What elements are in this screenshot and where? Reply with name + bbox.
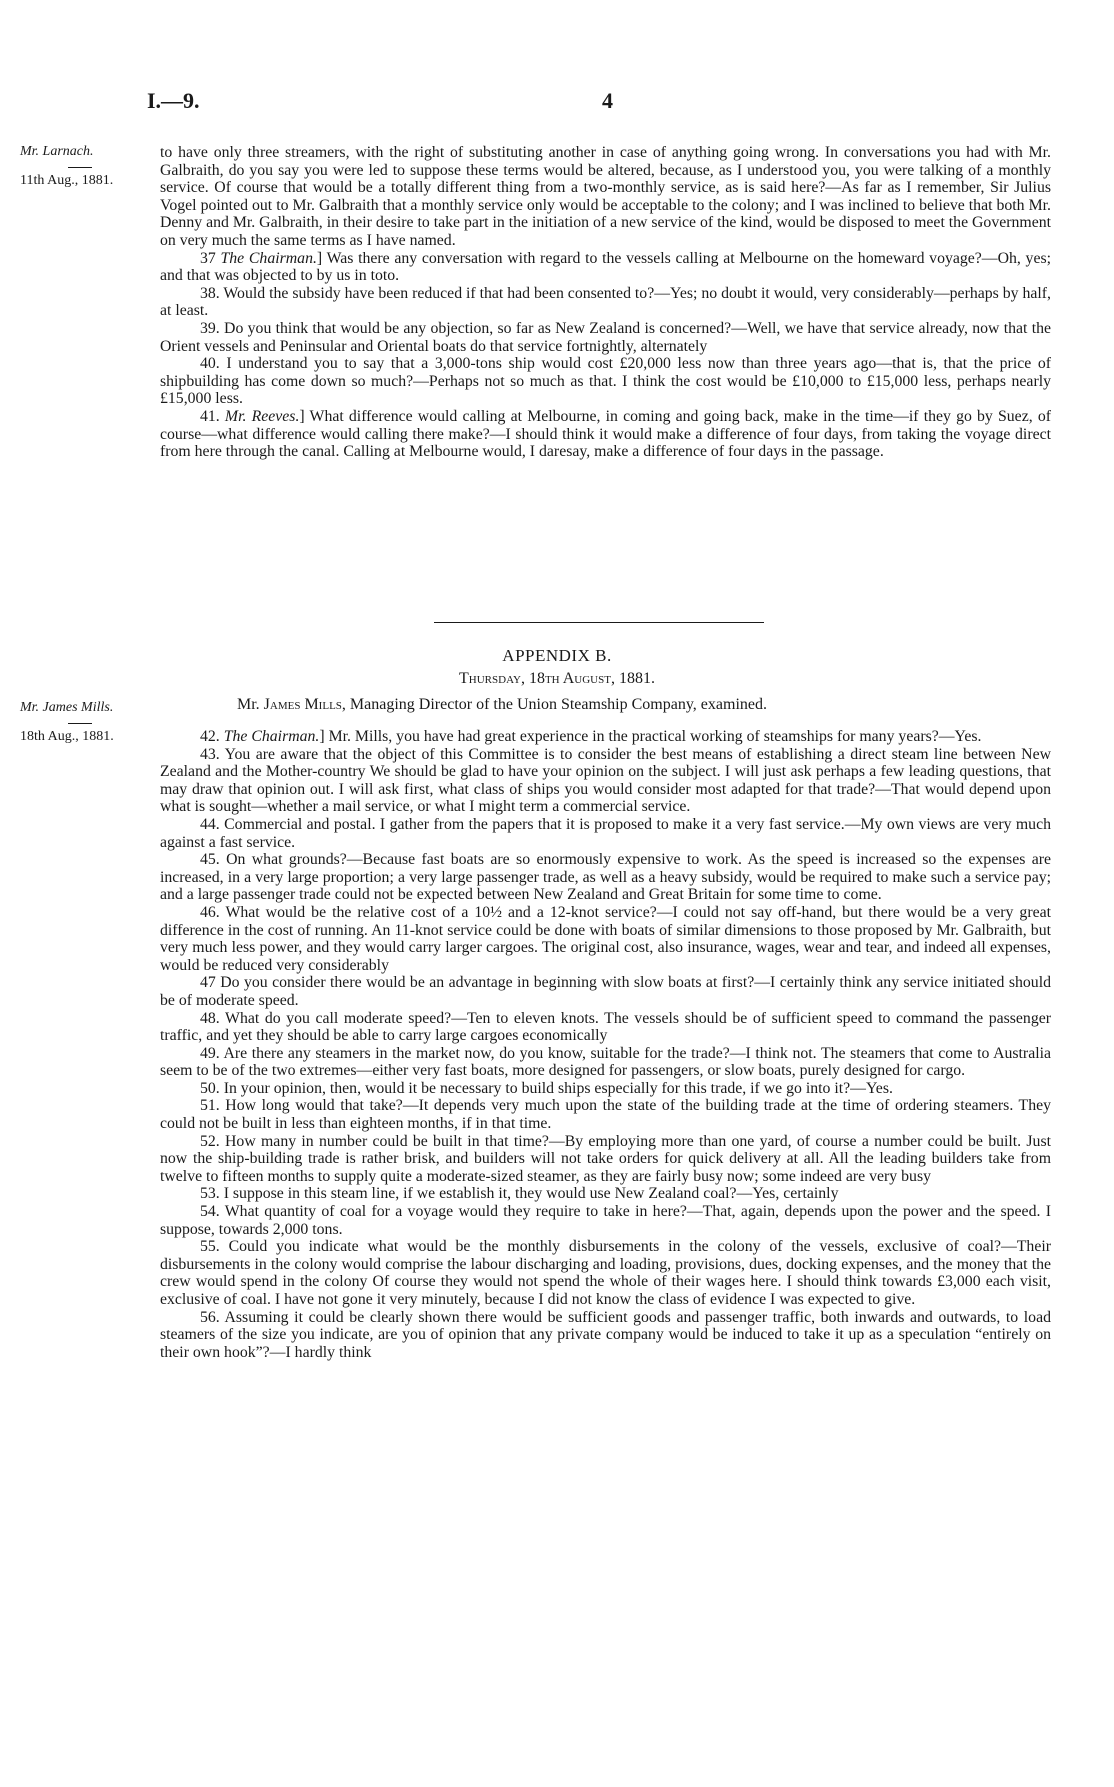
testimony-section-larnach	[160, 144, 1051, 461]
witness-line	[237, 696, 1037, 714]
speaker-name: The Chairman.	[220, 249, 317, 267]
appendix-title: APPENDIX B.	[502, 646, 612, 665]
margin-note-rule	[68, 167, 92, 168]
appendix-date: Thursday, 18th August, 1881.	[459, 670, 655, 687]
page-code: I.—9.	[147, 88, 200, 113]
witness-prefix: Mr.	[237, 696, 260, 713]
paragraph: 40. I understand you to say that a 3,000-tons ship would cost £20,000 less now than three years ago—that is, that the price of shipbuilding has come down so much?—Perhaps not so much as that. I think the cost would be £10,000 to £15,000 less, perhaps nearly £15,000 less.	[160, 355, 1051, 408]
paragraph: 44. Commercial and postal. I gather from the papers that it is proposed to make it a very fast service.—My own views are very much against a fast service.	[160, 815, 1051, 851]
paragraph: 43. You are aware that the object of this Committee is to consider the best means of establishing a direct steam line between New Zealand and the Mother-country We should be glad to have your opinion on the subject. I will just ask perhaps a few leading questions, that may draw that opinion out. I will ask first, what class of ships you would consider most adapted for that trade?—That would depend upon what is sought—whether a mail service, or what I might term a commercial service.	[160, 745, 1051, 816]
question-number: 42.	[200, 728, 220, 745]
paragraph	[160, 408, 1051, 461]
paragraph: 55. Could you indicate what would be the monthly disbursements in the colony of the vessels, exclusive of coal?—Their disbursements in the colony would comprise the labour discharging and loading, provisions, dues, docking expenses, and the money that the crew would spend in the colony Of course they would not spend the whole of their wages here. I should think towards £3,000 each visit, exclusive of coal. I have not gone it very minutely, because I did not know the class of evidence I was expected to give.	[160, 1238, 1051, 1308]
paragraph: 50. In your opinion, then, would it be necessary to build ships especially for this trade, if we go into it?—Yes.	[200, 1079, 893, 1097]
page-number: 4	[602, 88, 613, 113]
margin-note-larnach	[20, 141, 160, 192]
paragraph: 51. How long would that take?—It depends very much upon the state of the building trade at the time of ordering steamers. They could not be built in less than eighteen months, if in that time.	[160, 1097, 1051, 1133]
paragraph: 47 Do you consider there would be an advantage in beginning with slow boats at first?—I certainly think any service initiated should be of moderate speed.	[160, 974, 1051, 1009]
question-number: 41.	[200, 407, 220, 425]
paragraph	[160, 250, 1051, 285]
question-number: 37	[200, 249, 216, 267]
paragraph: 49. Are there any steamers in the market now, do you know, suitable for the trade?—I think not. The steamers that come to Australia seem to be of the two extremes—either very fast boats, more designed for passengers, or slow boats, purely designed for cargo.	[160, 1044, 1051, 1080]
testimony-section-mills	[160, 728, 1051, 1361]
paragraph: 48. What do you call moderate speed?—Ten to eleven knots. The vessels should be of sufficient speed to command the passenger traffic, and yet they should be able to carry large cargoes economically	[160, 1009, 1051, 1045]
section-divider	[434, 622, 764, 623]
margin-note-date: 18th Aug., 1881.	[20, 729, 114, 744]
speaker-name: Mr. Reeves.	[224, 407, 300, 425]
margin-note-rule	[68, 723, 92, 724]
paragraph: 39. Do you think that would be any objection, so far as New Zealand is concerned?—Well, we have that service already, now that the Orient vessels and Peninsular and Oriental boats do that service fortnightly, alternately	[160, 319, 1051, 355]
margin-note-name: Mr. Larnach.	[20, 144, 94, 159]
paragraph-text: ] Was there any conversation with regard to the vessels calling at Melbourne on the homeward voyage?—Oh, yes; and that was objected to by us in toto.	[160, 249, 1051, 285]
paragraph: 52. How many in number could be built in that time?—By employing more than one yard, of course a number could be built. Just now the ship-building trade is rather brisk, and builders will not take orders for quick delivery at all. All the leading builders take from twelve to fifteen months to supply quite a moderate-sized steamer, as they are fairly busy now; some indeed are very busy	[160, 1132, 1051, 1185]
paragraph: 54. What quantity of coal for a voyage would they require to take in here?—That, again, depends upon the power and the speed. I suppose, towards 2,000 tons.	[160, 1203, 1051, 1238]
witness-description: , Managing Director of the Union Steamship Company, examined.	[341, 696, 767, 713]
margin-note-mills	[20, 697, 160, 748]
paragraph-text: ] What difference would calling at Melbourne, in coming and going back, make in the time—if they go by Suez, of course—what difference would calling there make?—I should think it would make a difference of four days, from taking the voyage direct from here through the canal. Calling at Melbourne would, I daresay, make a difference of four days in the passage.	[160, 407, 1051, 461]
paragraph: 53. I suppose in this steam line, if we establish it, they would use New Zealand coal?—Yes, certainly	[200, 1185, 839, 1203]
paragraph: 38. Would the subsidy have been reduced if that had been consented to?—Yes; no doubt it would, very considerably—perhaps by half, at least.	[160, 284, 1051, 320]
margin-note-name: Mr. James Mills.	[20, 700, 114, 715]
witness-name: James Mills	[263, 696, 342, 713]
margin-note-date: 11th Aug., 1881.	[20, 173, 114, 188]
paragraph: to have only three streamers, with the right of substituting another in case of anything going wrong. In conversations you had with Mr. Galbraith, do you say you were led to suppose these terms would be altered, because, as I understood you, you were talking of a monthly service. Of course that would be a totally different thing from a two-monthly service, as is said here?—As far as I remember, Sir Julius Vogel pointed out to Mr. Galbraith that a monthly service only would be acceptable to the colony; and I was inclined to believe that both Mr. Denny and Mr. Galbraith, in their desire to take part in the initiation of a new service of the kind, would be disposed to meet the Government on very much the same terms as I have named.	[160, 144, 1051, 249]
speaker-name: The Chairman.	[223, 728, 320, 745]
paragraph: 45. On what grounds?—Because fast boats are so enormously expensive to work. As the speed is increased so the expenses are increased, in a very large proportion; a very large passenger trade, as well as a heavy subsidy, would be required to make such a service pay; and a large passenger trade could not be expected between New Zealand and Great Britain for some time to come.	[160, 851, 1051, 904]
paragraph-text: ] Mr. Mills, you have had great experience in the practical working of steamships for many years?—Yes.	[319, 728, 982, 745]
paragraph: 56. Assuming it could be clearly shown there would be sufficient goods and passenger traffic, both inwards and outwards, to load steamers of the size you indicate, are you of opinion that any private company would be induced to take it up as a speculation “entirely on their own hook”?—I hardly think	[160, 1308, 1051, 1361]
paragraph: 46. What would be the relative cost of a 10½ and a 12-knot service?—I could not say off-hand, but there would be a very great difference in the cost of running. An 11-knot service could be done with boats of similar dimensions to those proposed by Mr. Galbraith, but very much less power, and they would carry larger cargoes. The original cost, also insurance, wages, wear and tear, and indeed all expenses, would be reduced very considerably	[160, 903, 1051, 974]
paragraph	[160, 728, 1051, 746]
